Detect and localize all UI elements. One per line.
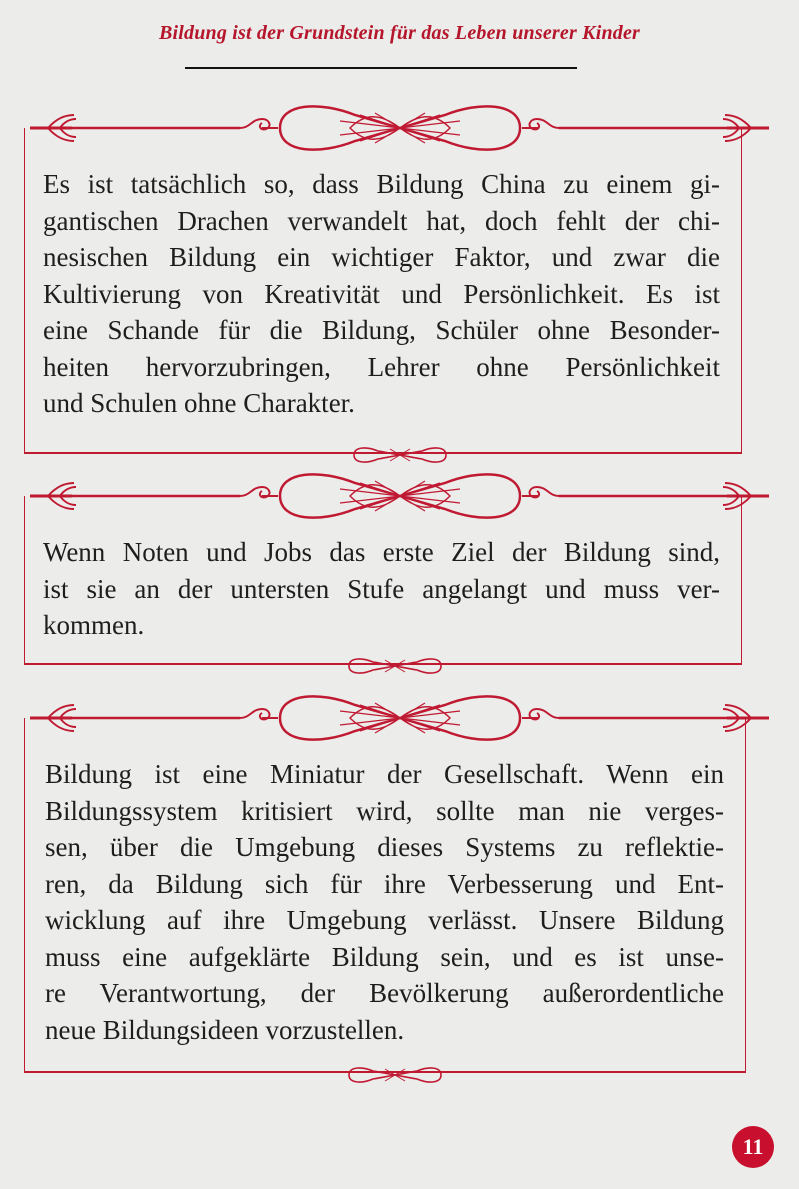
text-block-3 [45,756,724,1048]
text-block-1 [43,166,720,422]
text-line: nesischen Bildung ein wichtiger Faktor, und zwar die [43,242,720,272]
text-line: neue Bildungsideen vorzustellen. [45,1014,405,1045]
text-line: kommen. [43,610,145,640]
text-line: und Schulen ohne Charakter. [43,388,355,418]
text-line: Bildungssystem kritisiert wird, sollte man nie verges- [45,795,724,826]
running-header: Bildung ist der Grundstein für das Leben unserer Kinder [158,22,641,44]
text-line: eine Schande für die Bildung, Schüler ohne Besonder- [43,315,720,345]
text-line: heiten hervorzubringen, Lehrer ohne Persönlichkeit [43,351,720,382]
page-number-badge: 11 [732,1126,774,1168]
text-line: Wenn Noten und Jobs das erste Ziel der Bildung sind, [43,537,720,567]
ornament-knot [345,655,445,677]
text-line: wicklung auf ihre Umgebung verlässt. Unsere Bildung [45,905,724,935]
header-rule [185,67,577,69]
text-line: Bildung ist eine Miniatur der Gesellschaft. Wenn ein [45,759,724,789]
text-line: re Verantwortung, der Bevölkerung außerordentliche [45,978,724,1008]
text-line: Kultivierung von Kreativität und Persönlichkeit. Es ist [43,278,720,309]
text-block-2 [43,534,720,644]
text-line: muss eine aufgeklärte Bildung sein, und es ist unse- [45,941,724,972]
ornament-knot [345,1064,445,1086]
text-line: ist sie an der untersten Stufe angelangt und muss ver- [43,573,720,604]
text-line: gantischen Drachen verwandelt hat, doch fehlt der chi- [43,205,720,236]
text-line: sen, über die Umgebung dieses Systems zu reflektie- [45,832,724,862]
text-line: Es ist tatsächlich so, dass Bildung China zu einem gi- [43,169,720,199]
text-line: ren, da Bildung sich für ihre Verbesserung und Ent- [45,868,724,899]
